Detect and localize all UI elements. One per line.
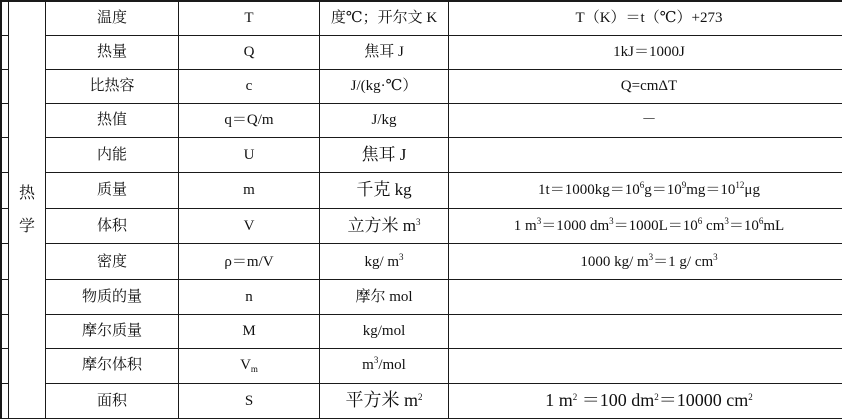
superscript: 2	[654, 391, 659, 402]
text-run: 平方米 m	[345, 389, 418, 410]
unit-cell	[320, 209, 449, 244]
superscript: 3	[648, 251, 654, 262]
relation-cell	[449, 383, 842, 418]
left-margin-cell	[1, 173, 9, 209]
left-margin-cell	[1, 1, 9, 35]
symbol-cell	[179, 314, 320, 348]
text-run: 焦耳 J	[361, 144, 407, 164]
text-run: 摩尔 mol	[355, 288, 413, 305]
text-run: V	[240, 357, 251, 374]
unit-cell	[320, 173, 449, 209]
relation-cell	[449, 137, 842, 172]
quantity-name-cell: 面积	[46, 383, 179, 418]
text-run: kg/mol	[362, 322, 406, 339]
symbol-cell	[179, 383, 320, 418]
symbol-cell	[179, 103, 320, 137]
superscript: 2	[418, 391, 423, 402]
symbol-cell	[179, 173, 320, 209]
relation-cell	[449, 280, 842, 314]
relation-cell	[449, 103, 842, 137]
symbol-cell	[179, 137, 320, 172]
unit-cell	[320, 244, 449, 280]
quantity-name-cell: 摩尔质量	[46, 314, 179, 348]
superscript: 3	[399, 251, 404, 262]
text-run: g＝10	[644, 182, 682, 199]
text-run: ＝10	[728, 217, 759, 234]
symbol-cell	[179, 35, 320, 69]
table-row	[1, 209, 842, 244]
text-run: cm	[702, 217, 725, 234]
text-run: /mol	[378, 357, 406, 374]
text-run: ＝1000 dm	[541, 217, 610, 234]
relation-cell	[449, 69, 842, 103]
text-run: U	[243, 146, 255, 163]
superscript: 3	[415, 216, 421, 227]
category-cell	[9, 1, 46, 419]
text-run: S	[244, 392, 254, 409]
text-run: 1000 kg/ m	[580, 253, 649, 270]
text-run: －	[641, 112, 657, 129]
table-row	[1, 103, 842, 137]
text-run: ＝10000 cm	[658, 389, 749, 410]
superscript: 9	[681, 180, 687, 191]
text-run: J/(kg·℃）	[350, 77, 418, 94]
table-row	[1, 348, 842, 383]
table-row	[1, 314, 842, 348]
left-margin-cell	[1, 244, 9, 280]
quantity-name-cell: 物质的量	[46, 280, 179, 314]
left-margin-cell	[1, 69, 9, 103]
table-row	[1, 137, 842, 172]
relation-cell	[449, 244, 842, 280]
text-run: q＝Q/m	[224, 112, 274, 129]
relation-cell	[449, 209, 842, 244]
relation-cell	[449, 173, 842, 209]
superscript: 12	[735, 180, 745, 191]
text-run: T	[244, 10, 254, 27]
superscript: 6	[697, 215, 703, 226]
text-run: J/kg	[371, 112, 397, 129]
left-margin-cell	[1, 35, 9, 69]
superscript: 2	[748, 391, 753, 402]
text-run: kg/ m	[364, 253, 400, 270]
unit-cell	[320, 383, 449, 418]
text-run: 1t＝1000kg＝10	[538, 182, 640, 199]
text-run: c	[245, 77, 253, 94]
symbol-cell	[179, 280, 320, 314]
unit-cell	[320, 314, 449, 348]
text-run: ＝100 dm	[577, 389, 655, 410]
table-row	[1, 280, 842, 314]
quantity-name-cell: 比热容	[46, 69, 179, 103]
superscript: 6	[639, 180, 645, 191]
category-char: 学	[18, 218, 35, 235]
superscript: 6	[758, 215, 764, 226]
unit-cell	[320, 69, 449, 103]
quantity-name-cell: 密度	[46, 244, 179, 280]
superscript: 3	[609, 215, 614, 226]
text-run: 度℃；开尔文 K	[330, 10, 438, 27]
text-run: n	[245, 288, 253, 305]
quantity-name-cell: 热值	[46, 103, 179, 137]
symbol-cell	[179, 209, 320, 244]
text-run: ＝1000L＝10	[613, 217, 698, 234]
unit-cell	[320, 280, 449, 314]
text-run: μg	[744, 182, 760, 199]
quantity-name-cell: 体积	[46, 209, 179, 244]
quantity-name-cell: 热量	[46, 35, 179, 69]
text-run: m	[362, 357, 374, 374]
text-run: 1kJ＝1000J	[613, 43, 685, 60]
text-run: 千克 kg	[356, 180, 412, 200]
symbol-cell	[179, 244, 320, 280]
table-row	[1, 244, 842, 280]
superscript: 3	[724, 215, 729, 226]
unit-cell	[320, 35, 449, 69]
unit-cell	[320, 348, 449, 383]
left-margin-cell	[1, 314, 9, 348]
subscript: m	[250, 364, 258, 375]
text-run: T（K）＝t（℃）+273	[575, 10, 723, 27]
table-row	[1, 173, 842, 209]
left-margin-cell	[1, 137, 9, 172]
text-run: 1 m	[545, 389, 573, 410]
text-run: 1 m	[513, 217, 537, 234]
category-char: 热	[18, 185, 35, 202]
text-run: 焦耳 J	[364, 43, 404, 60]
table-row	[1, 69, 842, 103]
relation-cell	[449, 1, 842, 35]
left-margin-cell	[1, 348, 9, 383]
quantity-name-cell: 温度	[46, 1, 179, 35]
relation-cell	[449, 348, 842, 383]
quantity-name-cell: 质量	[46, 173, 179, 209]
text-run: V	[243, 217, 255, 234]
superscript: 3	[713, 251, 718, 262]
superscript: 3	[373, 355, 379, 366]
text-run: mL	[763, 217, 785, 234]
table-row	[1, 383, 842, 418]
left-margin-cell	[1, 383, 9, 418]
quantity-name-cell: 摩尔体积	[46, 348, 179, 383]
text-run: ＝1 g/ cm	[653, 253, 714, 270]
symbol-cell	[179, 69, 320, 103]
text-run: mg＝10	[686, 182, 736, 199]
quantity-name-cell: 内能	[46, 137, 179, 172]
text-run: m	[243, 182, 255, 199]
text-run: Q	[243, 43, 255, 60]
unit-cell	[320, 103, 449, 137]
unit-cell	[320, 1, 449, 35]
text-run: 立方米 m	[347, 215, 416, 235]
text-run: Q=cmΔT	[620, 77, 678, 94]
relation-cell	[449, 314, 842, 348]
superscript: 2	[572, 391, 578, 402]
superscript: 3	[536, 215, 542, 226]
table-row	[1, 1, 842, 35]
left-margin-cell	[1, 209, 9, 244]
relation-cell	[449, 35, 842, 69]
left-margin-cell	[1, 280, 9, 314]
text-run: M	[242, 322, 256, 339]
text-run: ρ＝m/V	[224, 253, 274, 270]
symbol-cell	[179, 348, 320, 383]
unit-cell	[320, 137, 449, 172]
left-margin-cell	[1, 103, 9, 137]
table-row	[1, 35, 842, 69]
symbol-cell	[179, 1, 320, 35]
